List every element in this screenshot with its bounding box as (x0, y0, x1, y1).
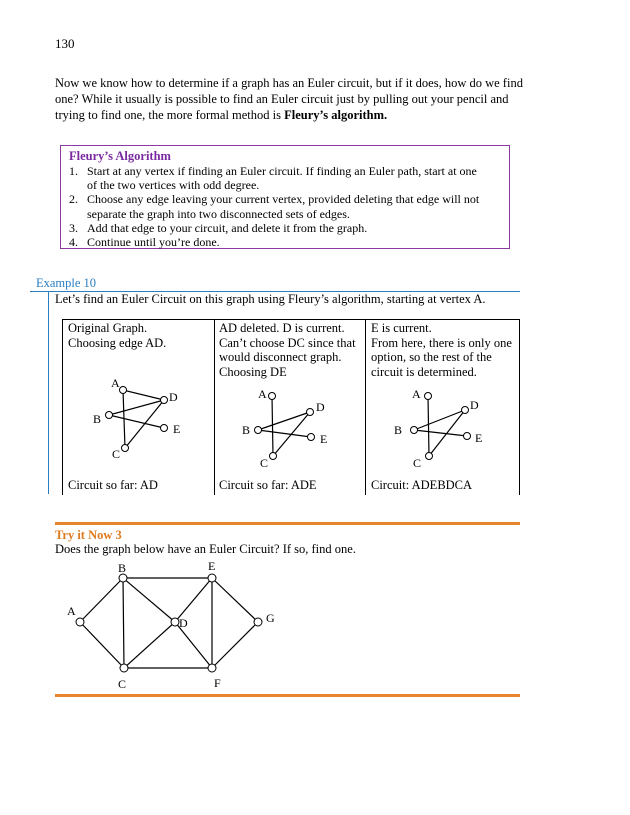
table-column-original (63, 320, 215, 495)
table-column-step2 (214, 320, 366, 495)
cell-footer: Circuit so far: AD (68, 478, 158, 492)
step-line: separate the graph into two disconnected sets of edges. (87, 206, 350, 221)
step-text (87, 235, 220, 249)
cell-line: AD deleted. D is current. (219, 321, 345, 335)
intro-line: one? While it usually is possible to find an Euler circuit just by pulling out your pencil and (55, 92, 509, 106)
label-f: F (214, 676, 221, 690)
edge-ac (428, 396, 429, 456)
vertex-b (255, 427, 262, 434)
edge-be (109, 415, 164, 428)
try-it-heading: Try it Now 3 (55, 528, 122, 542)
vertex-g (254, 618, 262, 626)
edge-ac (272, 396, 273, 456)
algorithm-step (69, 164, 501, 192)
cell-line: would disconnect graph. (219, 350, 342, 364)
intro-line: Now we know how to determine if a graph has an Euler circuit, but if it does, how do we find (55, 76, 523, 90)
cell-line: circuit is determined. (371, 364, 477, 379)
example-intro: Let’s find an Euler Circuit on this graph using Fleury’s algorithm, starting at vertex A. (55, 292, 486, 306)
label-d: D (179, 616, 188, 630)
edge-bd (123, 578, 175, 622)
label-d: D (470, 398, 479, 412)
vertex-e (161, 425, 168, 432)
vertex-d (171, 618, 179, 626)
label-c: C (413, 456, 422, 470)
label-e: E (173, 422, 181, 436)
cell-line: option, so the rest of the (371, 350, 492, 364)
intro-bold-term: Fleury’s algorithm. (284, 108, 388, 122)
step-text (87, 164, 477, 192)
label-b: B (242, 423, 251, 437)
original-graph-diagram (63, 320, 214, 495)
vertex-a (269, 393, 276, 400)
edge-be (414, 430, 467, 436)
step-number: 2. (69, 192, 78, 207)
vertex-e (308, 434, 315, 441)
vertex-f (208, 664, 216, 672)
step-text (87, 221, 367, 235)
label-e: E (208, 560, 216, 573)
label-a: A (258, 387, 267, 401)
intro-line (55, 107, 535, 123)
step2-graph-diagram (214, 320, 365, 495)
step-line: Add that edge to your circuit, and delete it from the graph. (87, 220, 368, 235)
vertex-a (120, 387, 127, 394)
label-b: B (394, 423, 403, 437)
vertex-c (120, 664, 128, 672)
vertex-c (426, 453, 433, 460)
algorithm-step (69, 192, 501, 220)
cell-line: Can’t choose DC since that (219, 335, 356, 350)
vertex-a (425, 393, 432, 400)
step-number: 3. (69, 220, 78, 235)
algorithm-step (69, 221, 501, 235)
edge-dc (125, 400, 164, 448)
label-b: B (93, 412, 102, 426)
vertex-b (106, 412, 113, 419)
algorithm-title: Fleury’s Algorithm (69, 149, 171, 163)
edge-eg (212, 578, 258, 622)
cell-line: Choosing DE (219, 364, 287, 379)
vertex-c (270, 453, 277, 460)
edge-fg (212, 622, 258, 668)
label-e: E (320, 432, 328, 446)
label-c: C (112, 447, 121, 461)
algorithm-box (60, 145, 510, 249)
label-c: C (118, 677, 127, 691)
algorithm-step (69, 235, 501, 249)
example-side-rule (48, 291, 49, 494)
vertex-c (122, 445, 129, 452)
cell-line: E is current. (371, 321, 432, 335)
step-line: Start at any vertex if finding an Euler circuit. If finding an Euler path, start at one (87, 164, 477, 178)
try-it-bottom-rule (55, 694, 520, 697)
vertex-d (307, 409, 314, 416)
vertex-b (411, 427, 418, 434)
edge-bd (109, 400, 164, 415)
cell-line: Choosing edge AD. (68, 335, 167, 350)
edge-bc (123, 578, 124, 668)
page-number: 130 (55, 36, 75, 51)
try-it-question: Does the graph below have an Euler Circuit? If so, find one. (55, 542, 356, 556)
table-column-step3 (366, 320, 518, 495)
vertex-a (76, 618, 84, 626)
edge-be (258, 430, 311, 437)
label-a: A (67, 604, 76, 618)
step3-graph-diagram (366, 320, 518, 495)
cell-line: Original Graph. (68, 321, 148, 335)
cell-line: From here, there is only one (371, 335, 512, 350)
label-a: A (412, 387, 421, 401)
edge-cd (124, 622, 175, 668)
step-line: Choose any edge leaving your current vertex, provided deleting that edge will not (87, 192, 480, 207)
edge-ac (80, 622, 124, 668)
try-it-graph-diagram (60, 560, 300, 695)
edge-ab (80, 578, 123, 622)
intro-paragraph (55, 75, 535, 123)
example-heading: Example 10 (36, 276, 97, 290)
vertex-e (208, 574, 216, 582)
label-d: D (316, 400, 325, 414)
algorithm-steps (69, 164, 501, 249)
step-text (87, 192, 479, 220)
vertex-b (119, 574, 127, 582)
label-g: G (266, 611, 275, 625)
try-it-top-rule (55, 522, 520, 525)
cell-footer: Circuit so far: ADE (219, 478, 317, 492)
intro-line-text: trying to find one, the more formal method is (55, 108, 285, 122)
label-a: A (111, 376, 120, 390)
cell-footer: Circuit: ADEBDCA (371, 478, 473, 492)
label-d: D (169, 390, 178, 404)
step-number: 4. (69, 235, 78, 250)
label-c: C (260, 456, 269, 470)
label-e: E (475, 431, 483, 445)
step-number: 1. (69, 164, 78, 178)
vertex-e (464, 433, 471, 440)
edge-ad (123, 390, 164, 400)
label-b: B (118, 561, 127, 575)
vertex-d (462, 407, 469, 414)
step-line: Continue until you’re done. (87, 235, 220, 250)
example-table (62, 319, 520, 495)
step-line: of the two vertices with odd degree. (87, 178, 260, 193)
vertex-d (161, 397, 168, 404)
